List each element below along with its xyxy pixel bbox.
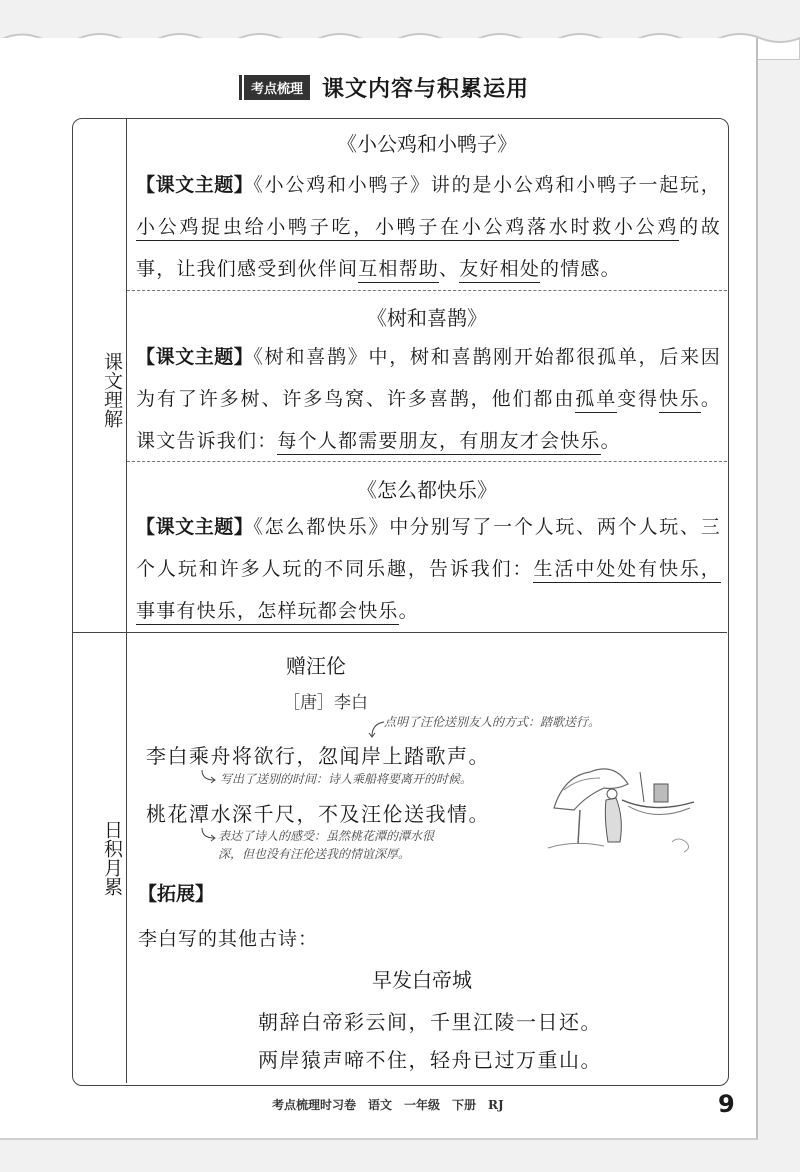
- lesson-theme-paragraph: 【课文主题】《怎么都快乐》中分别写了一个人玩、两个人玩、三个人玩和许多人玩的不同乐趣，告诉我们：生活中处处有快乐，事事有快乐，怎样玩都会快乐。: [136, 506, 721, 632]
- extension-text: 李白写的其他古诗：: [138, 928, 319, 950]
- annotation-note: 深，但也没有汪伦送我的情谊深厚。: [218, 847, 411, 861]
- poem-line: 两岸猿声啼不住，轻舟已过万重山。: [258, 1048, 602, 1072]
- side-label-accumulation: 日积月累: [101, 820, 123, 896]
- lesson-theme-paragraph: 【课文主题】《树和喜鹊》中，树和喜鹊刚开始都很孤单，后来因为有了许多树、许多鸟窝、许多喜鹊，他们都由孤单变得快乐。课文告诉我们：每个人都需要朋友，有朋友才会快乐。: [136, 336, 721, 462]
- lesson-title: 《怎么都快乐》: [357, 478, 497, 502]
- poem-title: 赠汪伦: [286, 654, 346, 678]
- dashed-divider: [127, 290, 727, 291]
- theme-label: 【课文主题】: [136, 174, 254, 196]
- lesson-title: 《树和喜鹊》: [367, 306, 487, 330]
- poem-line: 朝辞白帝彩云间，千里江陵一日还。: [258, 1010, 602, 1034]
- lesson-theme-paragraph: 【课文主题】《小公鸡和小鸭子》讲的是小公鸡和小鸭子一起玩，小公鸡捉虫给小鸭子吃，小鸭子在小公鸡落水时救小公鸡的故事，让我们感受到伙伴间互相帮助、友好相处的情感。: [136, 164, 721, 290]
- theme-label: 【课文主题】: [136, 516, 254, 538]
- side-label-understanding: 课文理解: [101, 352, 123, 428]
- annotation-arrow-icon: [366, 718, 388, 740]
- annotation-note: 表达了诗人的感受：虽然桃花潭的潭水很: [218, 829, 435, 843]
- annotation-arrow-icon: [198, 826, 218, 848]
- poem-title: 早发白帝城: [372, 968, 472, 992]
- footer-text: 考点梳理时习卷 语文 一年级 下册 RJ: [272, 1098, 504, 1112]
- section-header: [244, 70, 529, 104]
- annotation-arrow-icon: [198, 768, 218, 788]
- annotation-note: 写出了送别的时间：诗人乘船将要离开的时候。: [220, 772, 473, 786]
- poem-line: 李白乘舟将欲行，忽闻岸上踏歌声。: [146, 744, 490, 768]
- extension-label: 【拓展】: [138, 883, 215, 905]
- header-title: 课文内容与积累运用: [322, 76, 530, 102]
- header-tag: 考点梳理: [244, 75, 310, 100]
- poem-author: ［唐］李白: [283, 693, 368, 713]
- annotation-note: 点明了汪伦送别友人的方式：踏歌送行。: [384, 715, 601, 729]
- row-divider: [73, 632, 727, 633]
- column-divider: [126, 119, 127, 1083]
- poem-line: 桃花潭水深千尺，不及汪伦送我情。: [146, 802, 490, 826]
- lesson-title: 《小公鸡和小鸭子》: [337, 132, 517, 156]
- poem-illustration: [544, 748, 704, 858]
- theme-label: 【课文主题】: [136, 346, 254, 368]
- page-number: 9: [718, 1090, 735, 1118]
